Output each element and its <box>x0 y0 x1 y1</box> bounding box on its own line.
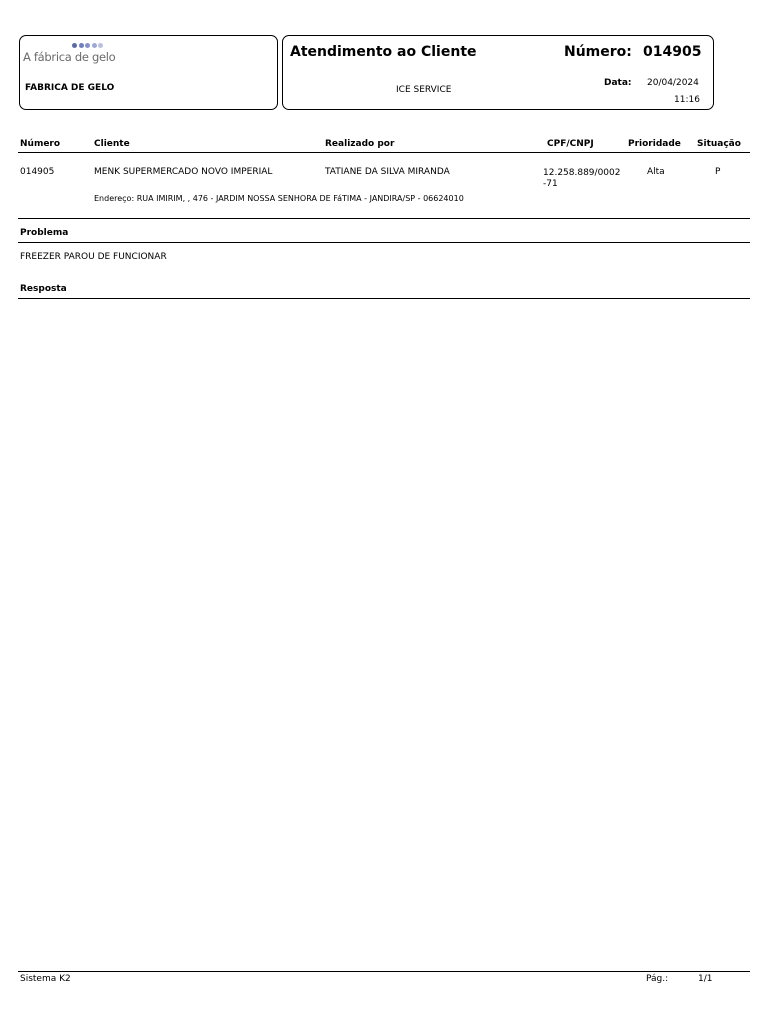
column-header-numero: Número <box>20 139 61 149</box>
logo-dot <box>85 43 90 48</box>
problema-divider <box>18 242 750 243</box>
footer-system: Sistema K2 <box>20 974 71 984</box>
company-logo: A fábrica de gelo <box>23 50 116 64</box>
time-value: 11:16 <box>674 95 700 105</box>
footer-page-value: 1/1 <box>698 974 713 984</box>
page-title: Atendimento ao Cliente <box>290 44 477 60</box>
logo-dots-icon <box>72 43 105 49</box>
logo-dot <box>72 43 77 48</box>
row-cpf-line2: -71 <box>543 179 558 189</box>
row-cliente: MENK SUPERMERCADO NOVO IMPERIAL <box>94 167 273 177</box>
logo-dot <box>98 43 103 48</box>
company-header-box <box>19 35 278 110</box>
footer-divider <box>18 971 750 972</box>
row-prioridade: Alta <box>647 167 665 177</box>
column-header-cliente: Cliente <box>94 139 130 149</box>
number-label: Número: <box>564 44 632 60</box>
logo-dot <box>92 43 97 48</box>
column-header-situacao: Situação <box>697 139 741 149</box>
row-realizado-por: TATIANE DA SILVA MIRANDA <box>325 167 450 177</box>
table-header-divider <box>18 152 750 153</box>
row-numero: 014905 <box>20 167 55 177</box>
row-cpf-line1: 12.258.889/0002 <box>543 168 621 178</box>
footer-page-label: Pág.: <box>646 974 669 984</box>
resposta-label: Resposta <box>20 284 67 294</box>
company-name: FABRICA DE GELO <box>25 83 115 93</box>
column-header-cpf-cnpj: CPF/CNPJ <box>547 139 594 149</box>
problema-text: FREEZER PAROU DE FUNCIONAR <box>20 252 167 262</box>
service-name: ICE SERVICE <box>396 85 452 95</box>
number-value: 014905 <box>643 44 702 60</box>
column-header-realizado-por: Realizado por <box>325 139 395 149</box>
date-value: 20/04/2024 <box>647 78 699 88</box>
resposta-divider <box>18 298 750 299</box>
row-divider <box>18 218 750 219</box>
row-endereco: Endereço: RUA IMIRIM, , 476 - JARDIM NOSSA SENHORA DE FáTIMA - JANDIRA/SP - 06624010 <box>94 194 464 203</box>
column-header-prioridade: Prioridade <box>628 139 681 149</box>
date-label: Data: <box>604 78 632 88</box>
row-situacao: P <box>715 167 721 177</box>
problema-label: Problema <box>20 228 69 238</box>
logo-dot <box>79 43 84 48</box>
